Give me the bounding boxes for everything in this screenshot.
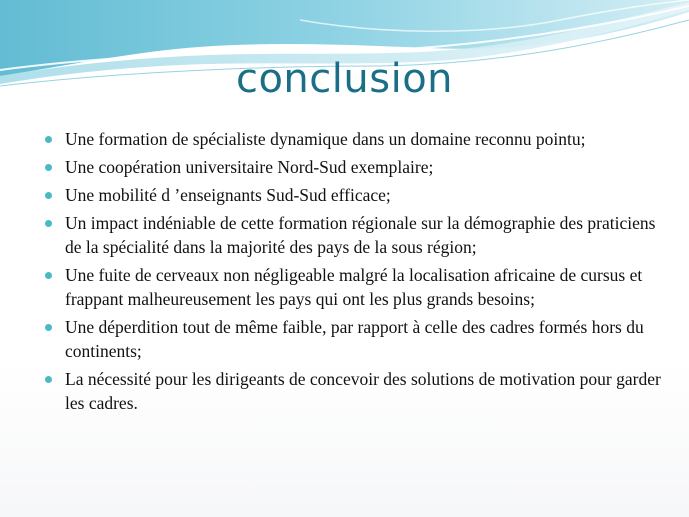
bullet-item [44, 183, 664, 207]
bullet-text: La nécessité pour les dirigeants de concevoir des solutions de motivation pour garder les cadres. [65, 369, 661, 413]
bullet-item [44, 315, 664, 363]
bullet-item [44, 127, 664, 151]
bullet-dot-icon [45, 220, 52, 227]
bullet-dot-icon [45, 164, 52, 171]
bullet-dot-icon [45, 324, 52, 331]
bullet-item [44, 367, 664, 415]
conclusion-bullet-list [44, 127, 664, 419]
bullet-item [44, 211, 664, 259]
bullet-text: Une coopération universitaire Nord-Sud exemplaire; [65, 157, 434, 177]
bullet-dot-icon [45, 376, 52, 383]
bullet-text: Une formation de spécialiste dynamique dans un domaine reconnu pointu; [65, 129, 586, 149]
bullet-dot-icon [45, 272, 52, 279]
bullet-text: Une mobilité d ’enseignants Sud-Sud efficace; [65, 185, 391, 205]
bullet-text: Une fuite de cerveaux non négligeable malgré la localisation africaine de cursus et frappant malheureusement les pays qui ont les plus grands besoins; [65, 265, 643, 309]
bullet-dot-icon [45, 192, 52, 199]
bullet-item [44, 155, 664, 179]
bullet-text: Une déperdition tout de même faible, par rapport à celle des cadres formés hors du continents; [65, 317, 644, 361]
bullet-item [44, 263, 664, 311]
bullet-text: Un impact indéniable de cette formation régionale sur la démographie des praticiens de la spécialité dans la majorité des pays de la sous région; [65, 213, 656, 257]
bullet-dot-icon [45, 136, 52, 143]
slide-title: conclusion [235, 56, 454, 102]
